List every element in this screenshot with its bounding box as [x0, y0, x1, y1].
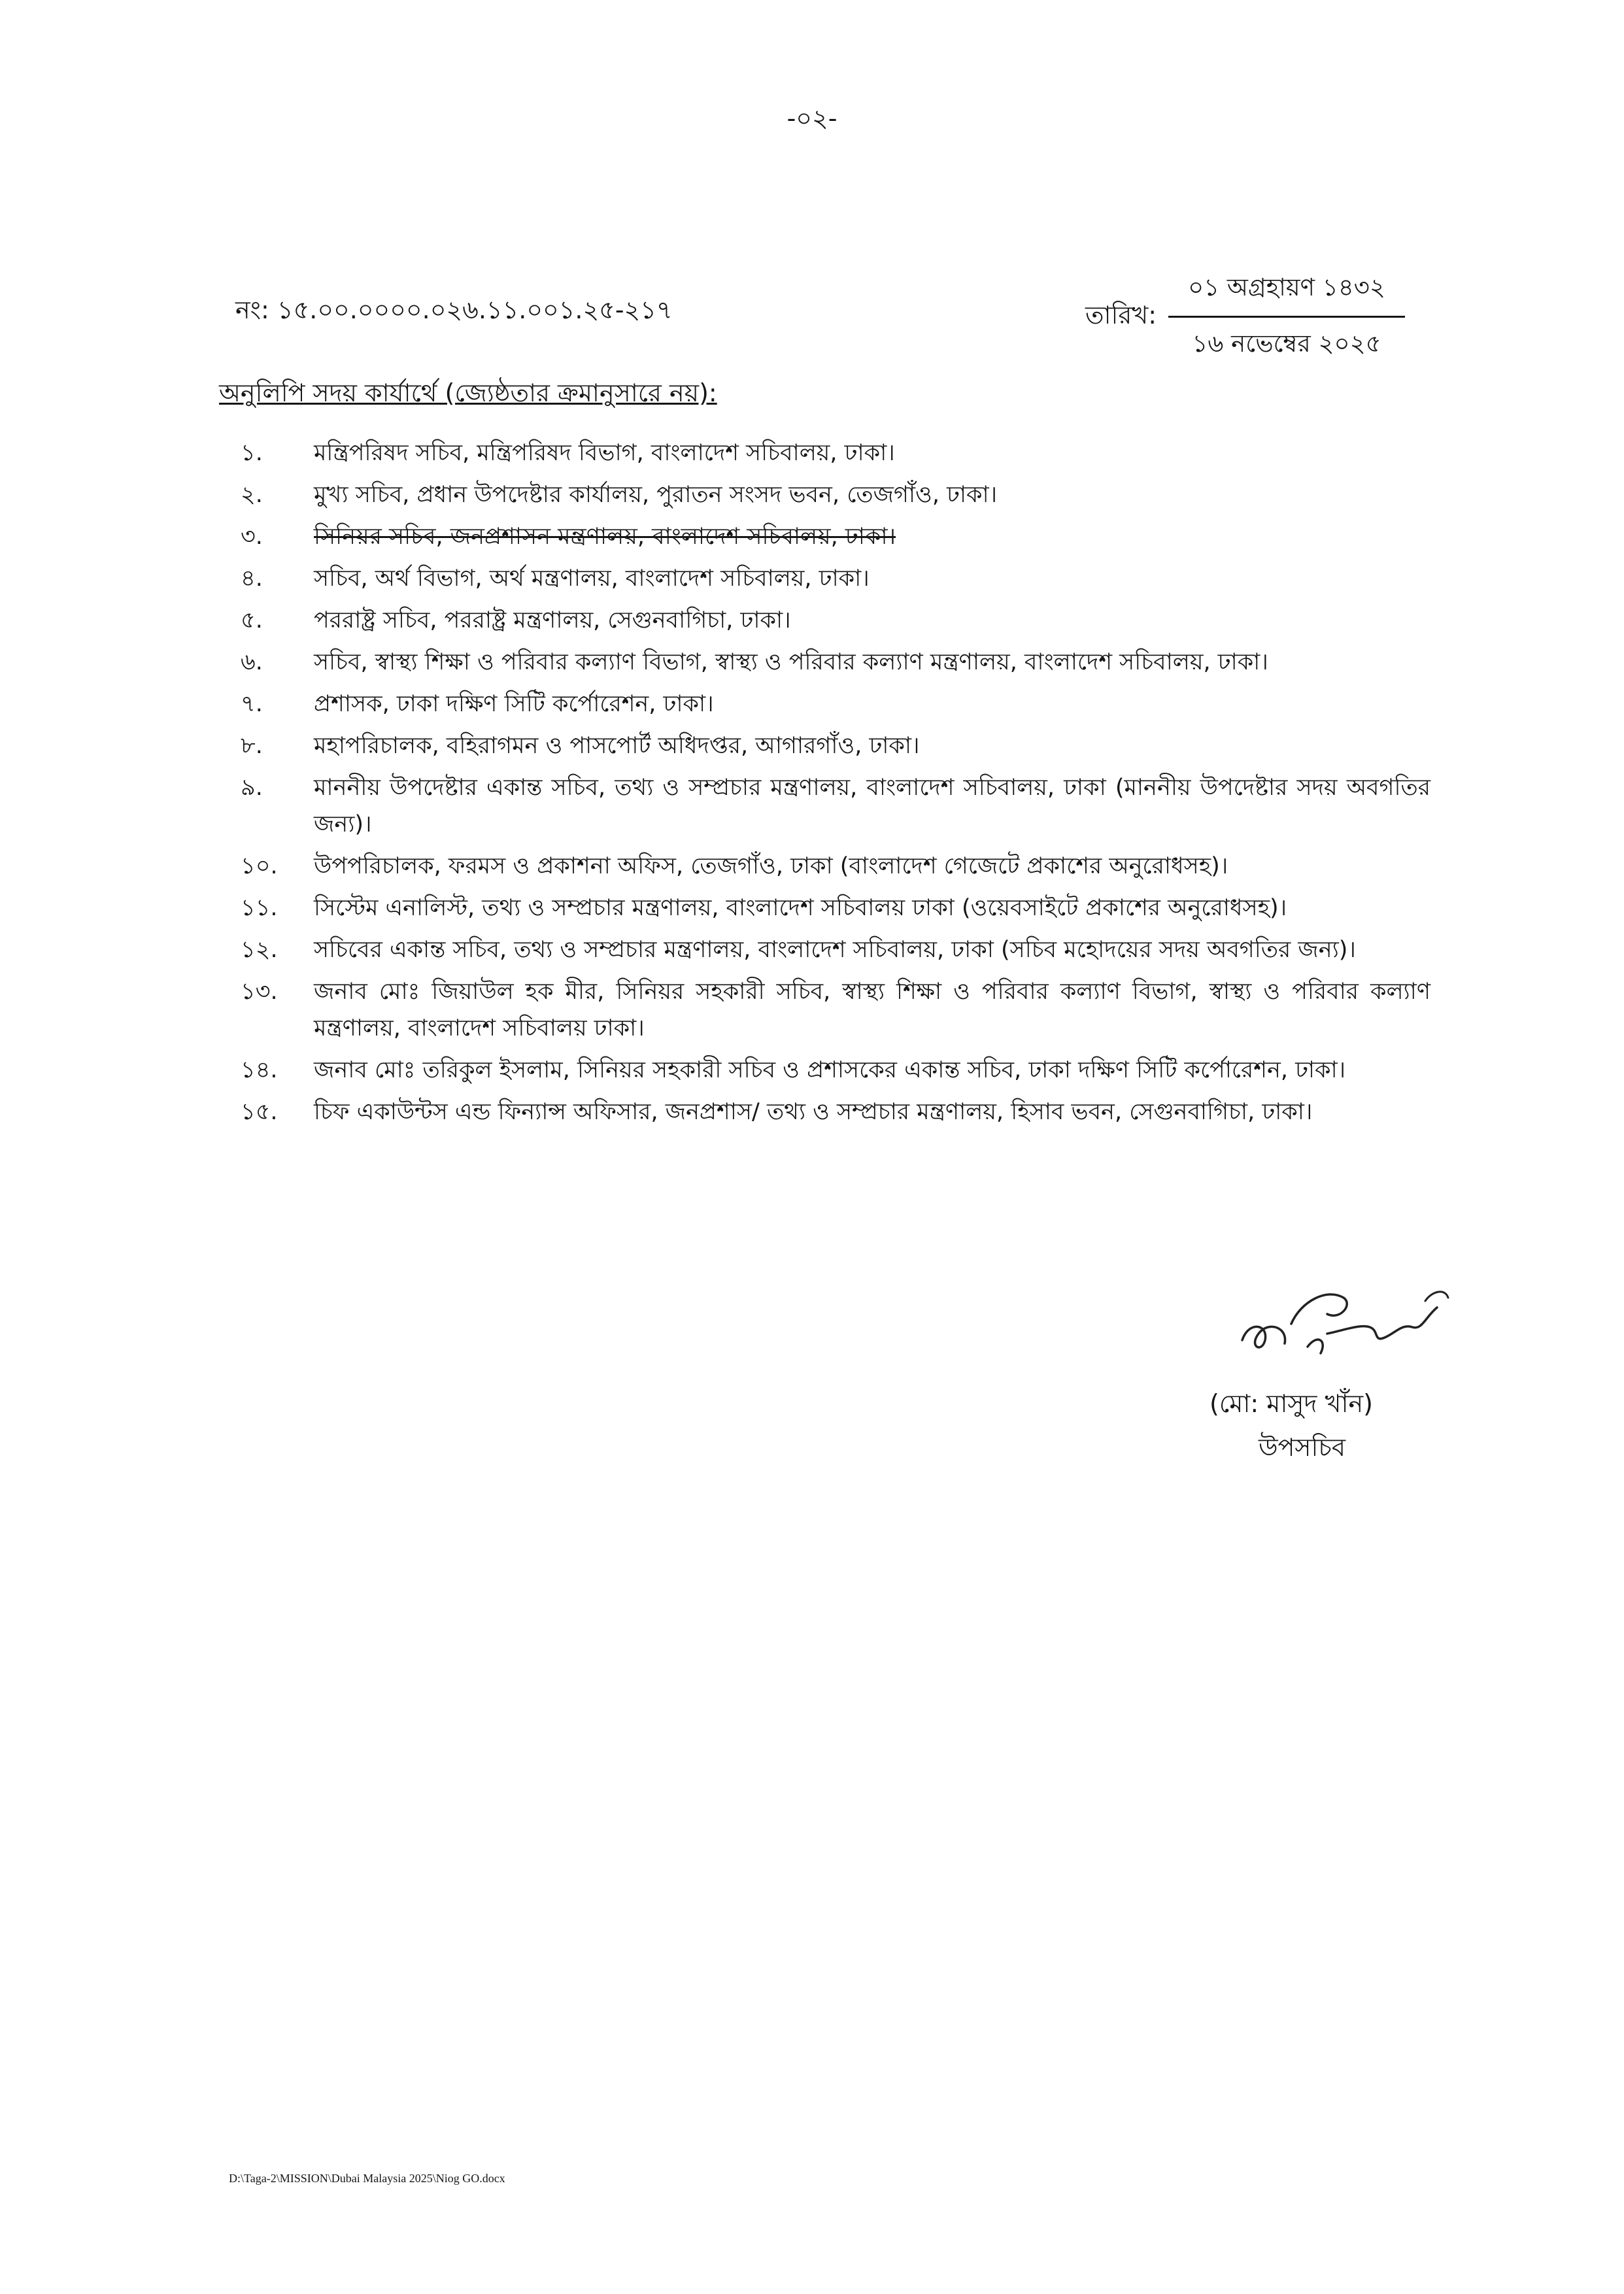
- item-number: ৯.: [241, 775, 263, 801]
- item-text: উপপরিচালক, ফরমস ও প্রকাশনা অফিস, তেজগাঁও, ঢাকা (বাংলাদেশ গেজেটে প্রকাশের অনুরোধসহ)।: [314, 853, 1228, 879]
- list-item: [241, 1094, 1430, 1130]
- item-text: মহাপরিচালক, বহিরাগমন ও পাসপোর্ট অধিদপ্তর, আগারগাঁও, ঢাকা।: [314, 733, 920, 759]
- item-text: মাননীয় উপদেষ্টার একান্ত সচিব, তথ্য ও সম্প্রচার মন্ত্রণালয়, বাংলাদেশ সচিবালয়, ঢাকা (মাননীয় উপদেষ্টার সদয় অবগতির জন্য)।: [314, 775, 1430, 837]
- item-text: জনাব মোঃ তরিকুল ইসলাম, সিনিয়র সহকারী সচিব ও প্রশাসকের একান্ত সচিব, ঢাকা দক্ষিণ সিটি কর্পোরেশন, ঢাকা।: [314, 1057, 1346, 1083]
- date-block: [1085, 268, 1405, 365]
- item-number: ১৫.: [241, 1099, 278, 1125]
- item-number: ৩.: [241, 524, 263, 550]
- list-item: [241, 686, 1430, 722]
- english-date: ১৬ নভেম্বের ২০২৫: [1192, 329, 1381, 358]
- item-number: ১০.: [241, 853, 278, 879]
- item-text: সচিব, স্বাস্থ্য শিক্ষা ও পরিবার কল্যাণ বিভাগ, স্বাস্থ্য ও পরিবার কল্যাণ মন্ত্রণালয়, বাংলাদেশ সচিবালয়, ঢাকা।: [314, 649, 1268, 675]
- recipient-list: [241, 435, 1430, 1136]
- copy-heading: অনুলিপি সদয় কার্যার্থে (জ্যেষ্ঠতার ক্রমানুসারে নয়):: [219, 379, 717, 407]
- list-item: [241, 644, 1430, 681]
- bangla-date: ০১ অগ্রহায়ণ ১৪৩২: [1168, 268, 1405, 318]
- item-number: ৭.: [241, 691, 263, 717]
- item-number: ১৩.: [241, 979, 278, 1005]
- item-number: ২.: [241, 482, 263, 508]
- list-item: [241, 890, 1430, 926]
- item-number: ৪.: [241, 565, 263, 592]
- date-stack: [1168, 268, 1405, 365]
- memo-number: নং: ১৫.০০.০০০০.০২৬.১১.০০১.২৫-২১৭: [235, 295, 673, 324]
- item-text: মন্ত্রিপরিষদ সচিব, মন্ত্রিপরিষদ বিভাগ, বাংলাদেশ সচিবালয়, ঢাকা।: [314, 440, 895, 466]
- footer-file-path: D:\Taga-2\MISSION\Dubai Malaysia 2025\Niog GO.docx: [229, 2172, 505, 2185]
- item-number: ১১.: [241, 895, 278, 921]
- list-item: [241, 560, 1430, 597]
- item-number: ১২.: [241, 937, 278, 963]
- list-item: [241, 477, 1430, 513]
- handwritten-signature: [1229, 1262, 1464, 1373]
- page-number: -০২-: [787, 104, 837, 133]
- list-item: [241, 435, 1430, 471]
- list-item: [241, 848, 1430, 885]
- item-text: সচিব, অর্থ বিভাগ, অর্থ মন্ত্রণালয়, বাংলাদেশ সচিবালয়, ঢাকা।: [314, 565, 870, 592]
- item-text: পররাষ্ট্র সচিব, পররাষ্ট্র মন্ত্রণালয়, সেগুনবাগিচা, ঢাকা।: [314, 607, 791, 633]
- item-text: সচিবের একান্ত সচিব, তথ্য ও সম্প্রচার মন্ত্রণালয়, বাংলাদেশ সচিবালয়, ঢাকা (সচিব মহোদয়ের সদয় অবগতির জন্য)।: [314, 937, 1356, 963]
- item-number: ১৪.: [241, 1057, 278, 1083]
- item-text-struck: সিনিয়র সচিব, জনপ্রশাসন মন্ত্রণালয়, বাংলাদেশ সচিবালয়, ঢাকা।: [314, 524, 896, 550]
- list-item: [241, 932, 1430, 968]
- item-text: মুখ্য সচিব, প্রধান উপদেষ্টার কার্যালয়, পুরাতন সংসদ ভবন, তেজগাঁও, ঢাকা।: [314, 482, 998, 508]
- list-item: [241, 1052, 1430, 1088]
- item-number: ৫.: [241, 607, 263, 633]
- item-text: জনাব মোঃ জিয়াউল হক মীর, সিনিয়র সহকারী সচিব, স্বাস্থ্য শিক্ষা ও পরিবার কল্যাণ বিভাগ, স্বাস্থ্য ও পরিবার কল্যাণ মন্ত্রণালয়, বাংলাদেশ সচিবালয় ঢাকা।: [314, 979, 1430, 1041]
- list-item: [241, 602, 1430, 639]
- list-item: [241, 769, 1430, 843]
- signer-name: (মো: মাসুদ খাঁন): [1210, 1389, 1373, 1418]
- list-item: [241, 973, 1430, 1047]
- date-label: তারিখ:: [1085, 300, 1157, 329]
- item-number: ৬.: [241, 649, 263, 675]
- item-text: প্রশাসক, ঢাকা দক্ষিণ সিটি কর্পোরেশন, ঢাকা।: [314, 691, 714, 717]
- list-item: [241, 518, 1430, 555]
- signature-scribble: [1229, 1262, 1464, 1373]
- item-text: সিস্টেম এনালিস্ট, তথ্য ও সম্প্রচার মন্ত্রণালয়, বাংলাদেশ সচিবালয় ঢাকা (ওয়েবসাইটে প্রকাশের অনুরোধসহ)।: [314, 895, 1287, 921]
- item-text: চিফ একাউন্টস এন্ড ফিন্যান্স অফিসার, জনপ্রশাস/ তথ্য ও সম্প্রচার মন্ত্রণালয়, হিসাব ভবন, সেগুনবাগিচা, ঢাকা।: [314, 1099, 1313, 1125]
- item-number: ৮.: [241, 733, 263, 759]
- list-item: [241, 728, 1430, 764]
- signer-designation: উপসচিব: [1259, 1433, 1346, 1462]
- item-number: ১.: [241, 440, 263, 466]
